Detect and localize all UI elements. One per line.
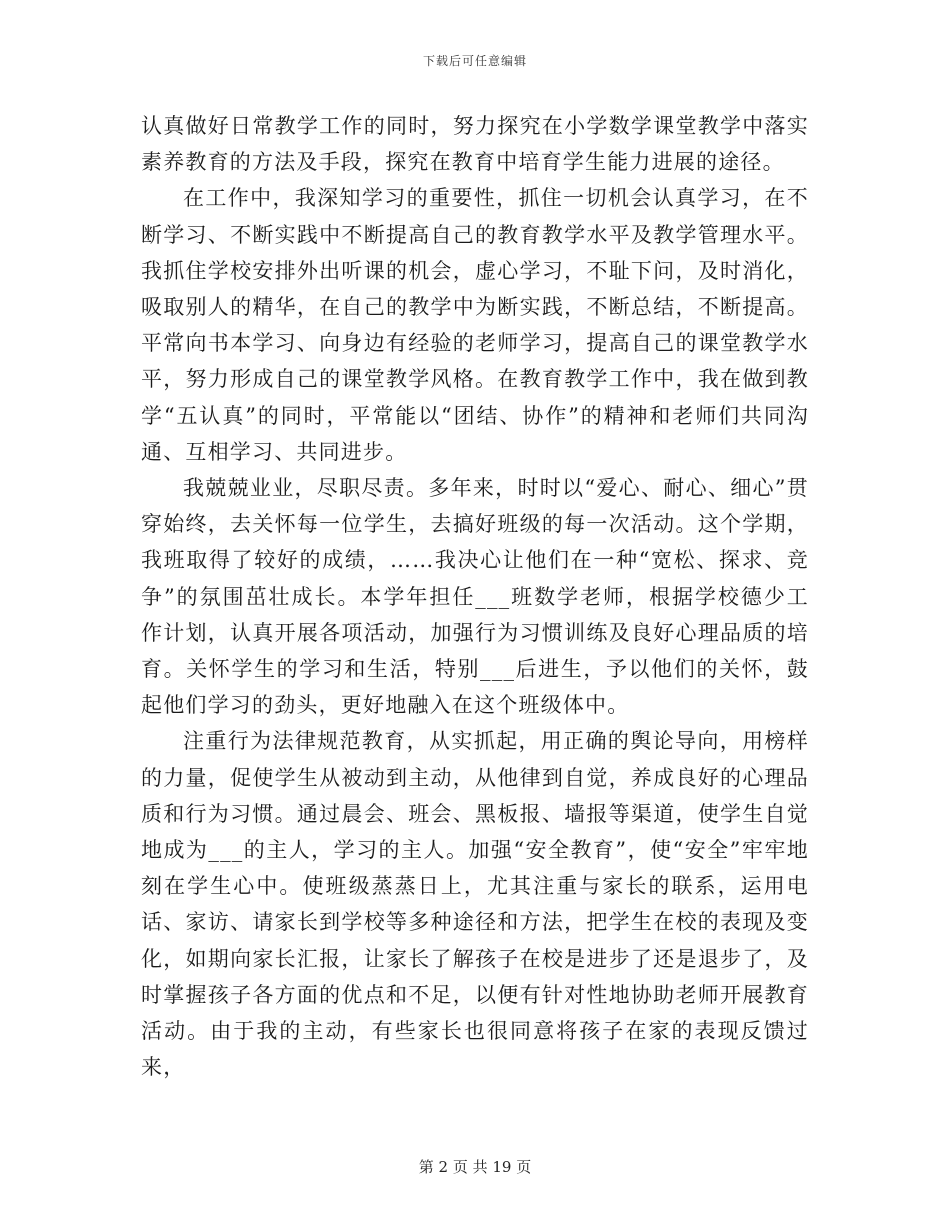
body-text (141, 108, 809, 1085)
page-number-footer: 第 2 页 共 19 页 (418, 1158, 532, 1176)
header-note: 下载后可任意编辑 (422, 54, 527, 68)
paragraph-4: 注重行为法律规范教育，从实抓起，用正确的舆论导向，用榜样的力量，促使学生从被动到主动，从他律到自觉，养成良好的心理品质和行为习惯。通过晨会、班会、黑板报、墙报等渠道，使学生自觉地成为___的主人，学习的主人。加强“安全教育”，使“安全”牢牢地刻在学生心中。使班级蒸蒸日上，尤其注重与家长的联系，运用电话、家访、请家长到学校等多种途径和方法，把学生在校的表现及变化，如期向家长汇报，让家长了解孩子在校是进步了还是退步了，及时掌握孩子各方面的优点和不足，以便有针对性地协助老师开展教育活动。由于我的主动，有些家长也很同意将孩子在家的表现反馈过来， (141, 729, 809, 1080)
paragraph-3: 我兢兢业业，尽职尽责。多年来，时时以“爱心、耐心、细心”贯穿始终，去关怀每一位学生，去搞好班级的每一次活动。这个学期，我班取得了较好的成绩，……我决心让他们在一种“宽松、探求、竞争”的氛围茁壮成长。本学年担任___班数学老师，根据学校德少工作计划，认真开展各项活动，加强行为习惯训练及良好心理品质的培育。关怀学生的学习和生活，特别___后进生，予以他们的关怀，鼓起他们学习的劲头，更好地融入在这个班级体中。 (141, 476, 809, 718)
paragraph-2: 在工作中，我深知学习的重要性，抓住一切机会认真学习，在不断学习、不断实践中不断提高自己的教育教学水平及教学管理水平。我抓住学校安排外出听课的机会，虚心学习，不耻下问，及时消化，吸取别人的精华，在自己的教学中为断实践，不断总结，不断提高。平常向书本学习、向身边有经验的老师学习，提高自己的课堂教学水平，努力形成自己的课堂教学风格。在教育教学工作中，我在做到教学“五认真”的同时，平常能以“团结、协作”的精神和老师们共同沟通、互相学习、共同进步。 (141, 186, 809, 464)
paragraph-1: 认真做好日常教学工作的同时，努力探究在小学数学课堂教学中落实素养教育的方法及手段，探究在教育中培育学生能力进展的途径。 (141, 114, 809, 175)
